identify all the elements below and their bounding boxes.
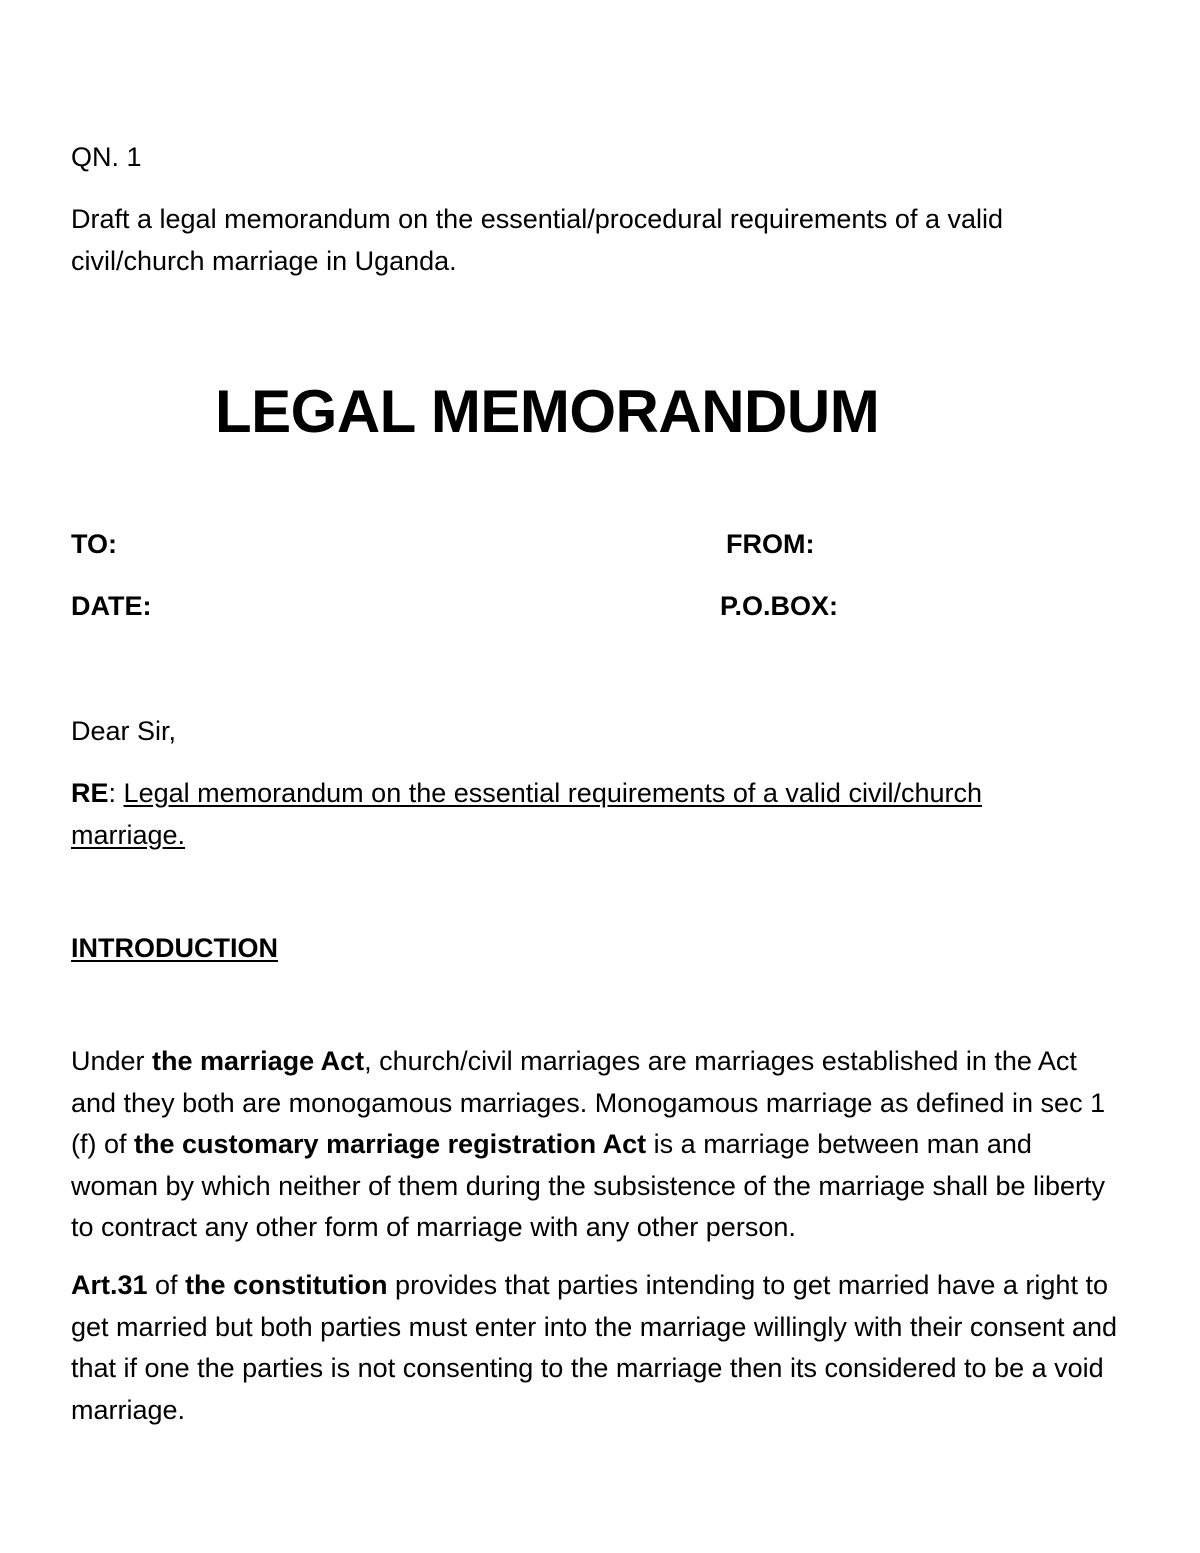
question-number: QN. 1 [71, 142, 142, 172]
re-line [71, 773, 1071, 856]
date-label: DATE: [71, 591, 152, 621]
re-label: RE [71, 778, 109, 808]
to-label: TO: [71, 529, 117, 559]
intro-paragraph-2 [71, 1265, 1121, 1431]
p1-text-3: is a marriage between man and woman by which neither of them during the subsistence of the marriage shall be liberty to contract any other form of marriage with any other person. [71, 1129, 1106, 1242]
p1-text-1: Under [71, 1046, 153, 1076]
marriage-act-ref: the marriage Act [152, 1046, 365, 1076]
salutation: Dear Sir, [71, 716, 177, 746]
re-colon: : [108, 778, 117, 808]
p2-text-1: of [147, 1270, 186, 1300]
from-label: FROM: [726, 529, 815, 559]
pobox-label: P.O.BOX: [720, 591, 839, 621]
memo-title: LEGAL MEMORANDUM [215, 378, 880, 445]
article-ref: Art.31 [71, 1270, 148, 1300]
re-subject: Legal memorandum on the essential requirements of a valid civil/church marriage. [71, 778, 982, 850]
introduction-heading: INTRODUCTION [71, 933, 278, 963]
p2-text-2: provides that parties intending to get married have a right to get married but both parties must enter into the marriage willingly with their consent and that if one the parties is not consenting to the marriage then its considered to be a void marriage. [71, 1270, 1118, 1425]
p1-text-2: , church/civil marriages are marriages established in the Act and they both are monogamous marriages. Monogamous marriage as defined in sec 1 (f) of [71, 1046, 1106, 1159]
constitution-ref: the constitution [185, 1270, 388, 1300]
intro-paragraph-1 [71, 1041, 1121, 1249]
question-text: Draft a legal memorandum on the essential/procedural requirements of a valid civil/church marriage in Uganda. [71, 204, 1003, 276]
customary-marriage-act-ref: the customary marriage registration Act [134, 1129, 647, 1159]
